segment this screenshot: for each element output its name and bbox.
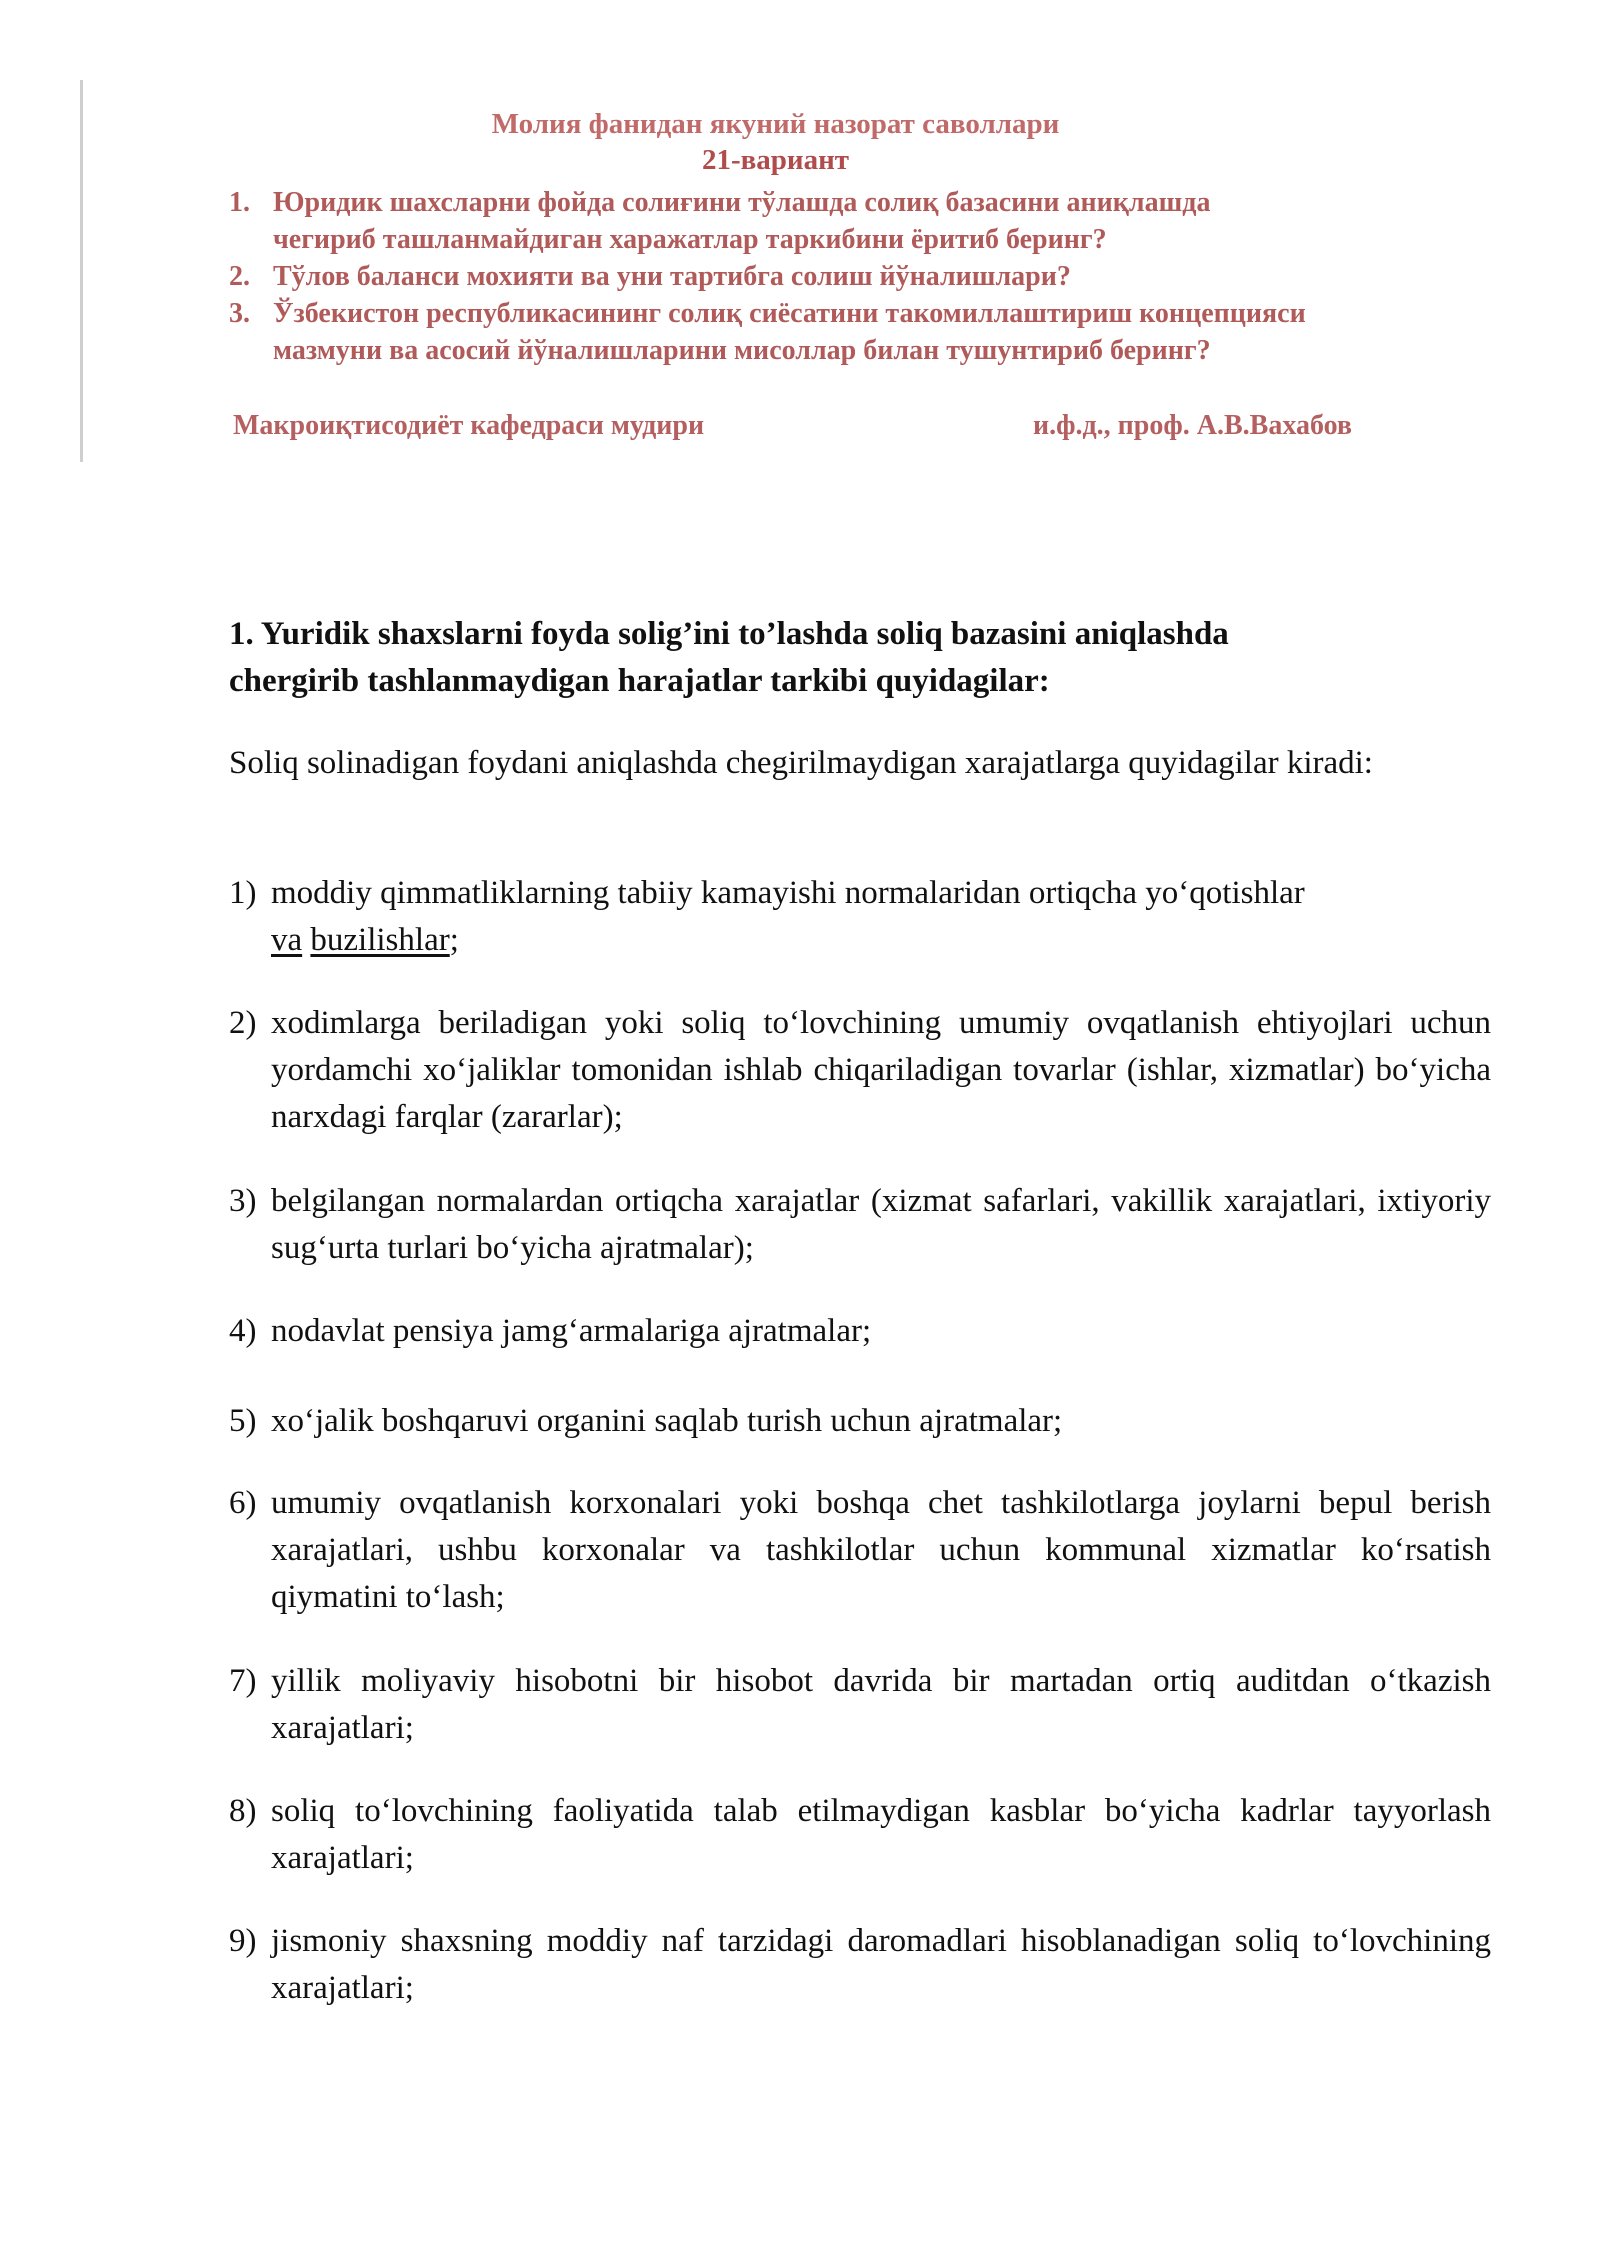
list-item-number: 7) <box>229 1663 257 1699</box>
exam-question-3 <box>229 295 1306 369</box>
list-item-text <box>271 870 1491 964</box>
exam-question-line: мазмуни ва асосий йўналишларини мисоллар билан тушунтириб беринг? <box>273 335 1211 366</box>
list-item-number: 4) <box>229 1313 257 1349</box>
spellcheck-word: va <box>271 922 303 958</box>
exam-card-content <box>78 72 1473 464</box>
list-item-text: xo‘jalik boshqaruvi organini saqlab turish uchun ajratmalar; <box>271 1403 1063 1439</box>
exam-card-variant: 21-вариант <box>701 144 850 176</box>
list-item <box>229 1178 1491 1272</box>
list-item <box>229 1918 1491 2012</box>
exam-question-line: Ўзбекистон республикасининг солиқ сиёсатини такомиллаштириш концепцияси <box>273 298 1306 329</box>
list-item-body: moddiy qimmatliklarning tabiiy kamayishi normalaridan ortiqcha yo‘qotishlar <box>271 875 1305 911</box>
exam-card-image <box>78 72 1473 464</box>
list-item-number: 3) <box>229 1183 257 1219</box>
exam-card-footer-right: и.ф.д., проф. А.В.Вахабов <box>1033 410 1353 441</box>
list-item <box>229 1308 1491 1355</box>
list-item-number: 6) <box>229 1485 257 1521</box>
exam-question-number: 1. <box>229 187 250 218</box>
list-item <box>229 870 1491 964</box>
list-item <box>229 1000 1491 1141</box>
exam-question-number: 3. <box>229 298 250 329</box>
answer-heading-line: chergirib tashlanmaydigan harajatlar tarkibi quyidagilar: <box>229 663 1050 699</box>
list-item-number: 8) <box>229 1793 257 1829</box>
list-item <box>229 1398 1491 1445</box>
spellcheck-word: buzilishlar <box>310 922 450 958</box>
list-item-number: 9) <box>229 1923 257 1959</box>
exam-card-footer-left: Макроиқтисодиёт кафедраси мудири <box>233 410 705 441</box>
list-item <box>229 1658 1491 1752</box>
list-item <box>229 1480 1491 1621</box>
exam-question-line: Тўлов баланси мохияти ва уни тартибга солиш йўналишлари? <box>273 261 1071 292</box>
exam-question-2 <box>229 258 1071 295</box>
exam-card-title: Молия фанидан якуний назорат саволлари <box>491 108 1060 140</box>
answer-heading <box>229 611 1409 705</box>
exam-question-line: Юридик шахсларни фойда солиғини тўлашда солиқ базасини аниқлашда <box>273 187 1211 218</box>
list-item-text: yillik moliyaviy hisobotni bir hisobot davrida bir martadan ortiq auditdan o‘tkazish xarajatlari; <box>271 1663 1491 1746</box>
list-item-number: 5) <box>229 1403 257 1439</box>
list-item-text: jismoniy shaxsning moddiy naf tarzidagi daromadlari hisoblanadigan soliq to‘lovchining xarajatlari; <box>271 1923 1491 2006</box>
intro-paragraph: Soliq solinadigan foydani aniqlashda chegirilmaydigan xarajatlarga quyidagilar kiradi: <box>229 745 1373 781</box>
list-item <box>229 1788 1491 1882</box>
exam-question-number: 2. <box>229 261 250 292</box>
list-item-number: 1) <box>229 875 257 911</box>
list-item-text: umumiy ovqatlanish korxonalari yoki boshqa chet tashkilotlarga joylarni bepul berish xarajatlari, ushbu korxonalar va tashkilotlar uchun kommunal xizmatlar ko‘rsatish qiymatini to‘lash; <box>271 1485 1491 1615</box>
list-item-text: belgilangan normalardan ortiqcha xarajatlar (xizmat safarlari, vakillik xarajatlari, ixtiyoriy sug‘urta turlari bo‘yicha ajratmalar); <box>271 1183 1491 1266</box>
exam-question-line: чегириб ташланмайдиган харажатлар таркибини ёритиб беринг? <box>273 224 1107 255</box>
list-item-text: xodimlarga beriladigan yoki soliq to‘lovchining umumiy ovqatlanish ehtiyojlari uchun yordamchi xo‘jaliklar tomonidan ishlab chiqariladigan tovarlar (ishlar, xizmatlar) bo‘yicha narxdagi farqlar (zararlar); <box>271 1005 1491 1135</box>
list-item-number: 2) <box>229 1005 257 1041</box>
list-item-punct: ; <box>449 922 459 958</box>
list-item-text: nodavlat pensiya jamg‘armalariga ajratmalar; <box>271 1313 872 1349</box>
answer-heading-line: 1. Yuridik shaxslarni foyda solig’ini to’lashda soliq bazasini aniqlashda <box>229 616 1229 652</box>
list-item-text: soliq to‘lovchining faoliyatida talab etilmaydigan kasblar bo‘yicha kadrlar tayyorlash xarajatlari; <box>271 1793 1491 1876</box>
exam-question-1 <box>229 184 1211 258</box>
